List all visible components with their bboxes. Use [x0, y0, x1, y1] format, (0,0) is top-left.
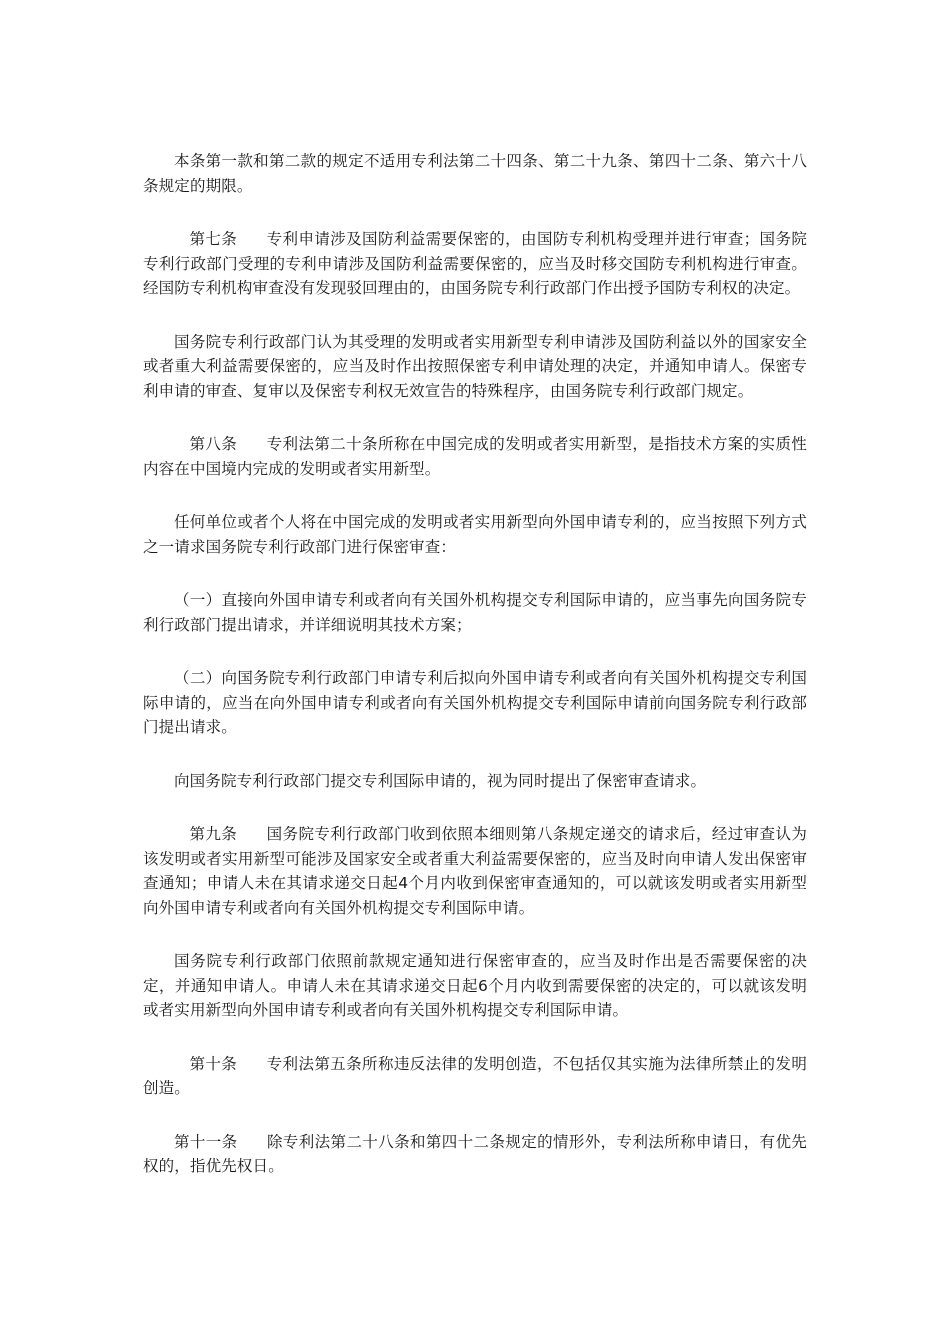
- article-10-paragraph: [143, 1052, 807, 1101]
- article-number: 第十一条: [174, 1132, 238, 1151]
- article-9-paragraph: [143, 822, 807, 920]
- article-number: 第九条: [189, 825, 238, 843]
- document-body: [143, 149, 807, 1208]
- article-number: 第八条: [189, 435, 238, 453]
- article-8-paragraph: [143, 432, 807, 481]
- article-text: 专利申请涉及国防利益需要保密的，由国防专利机构受理并进行审查；国务院专利行政部门受理的专利申请涉及国防利益需要保密的，应当及时移交国防专利机构进行审查。经国防专利机构审查没有发现驳回理由的，由国务院专利行政部门作出授予国防专利权的决定。: [143, 230, 807, 297]
- paragraph: 任何单位或者个人将在中国完成的发明或者实用新型向外国申请专利的，应当按照下列方式之一请求国务院专利行政部门进行保密审查：: [143, 513, 807, 556]
- article-text: 除专利法第二十八条和第四十二条规定的情形外，专利法所称申请日，有优先权的，指优先权日。: [143, 1132, 807, 1175]
- article-text: 国务院专利行政部门收到依照本细则第八条规定递交的请求后，经过审查认为该发明或者实用新型可能涉及国家安全或者重大利益需要保密的，应当及时向申请人发出保密审查通知；申请人未在其请求递交日起4个月内收到保密审查通知的，可以就该发明或者实用新型向外国申请专利或者向有关国外机构提交专利国际申请。: [143, 825, 807, 917]
- paragraph: 向国务院专利行政部门提交专利国际申请的，视为同时提出了保密审查请求。: [174, 771, 707, 790]
- paragraph: 国务院专利行政部门认为其受理的发明或者实用新型专利申请涉及国防利益以外的国家安全或者重大利益需要保密的，应当及时作出按照保密专利申请处理的决定，并通知申请人。保密专利申请的审查、复审以及保密专利权无效宣告的特殊程序，由国务院专利行政部门规定。: [143, 332, 807, 400]
- article-11-paragraph: [143, 1130, 807, 1179]
- list-item-paragraph: （一）直接向外国申请专利或者向有关国外机构提交专利国际申请的，应当事先向国务院专利行政部门提出请求，并详细说明其技术方案；: [143, 591, 807, 634]
- article-number: 第七条: [189, 230, 238, 248]
- list-item-paragraph: （二）向国务院专利行政部门申请专利后拟向外国申请专利或者向有关国外机构提交专利国际申请的，应当在向外国申请专利或者向有关国外机构提交专利国际申请前向国务院专利行政部门提出请求。: [143, 669, 807, 736]
- article-text: 专利法第二十条所称在中国完成的发明或者实用新型，是指技术方案的实质性内容在中国境内完成的发明或者实用新型。: [143, 435, 807, 478]
- article-number: 第十条: [189, 1054, 238, 1073]
- paragraph: 国务院专利行政部门依照前款规定通知进行保密审查的，应当及时作出是否需要保密的决定，并通知申请人。申请人未在其请求递交日起6个月内收到需要保密的决定的，可以就该发明或者实用新型向外国申请专利或者向有关国外机构提交专利国际申请。: [143, 952, 807, 1019]
- article-7-paragraph: [143, 227, 807, 301]
- article-text: 专利法第五条所称违反法律的发明创造，不包括仅其实施为法律所禁止的发明创造。: [143, 1054, 807, 1097]
- paragraph: 本条第一款和第二款的规定不适用专利法第二十四条、第二十九条、第四十二条、第六十八条规定的期限。: [143, 152, 807, 195]
